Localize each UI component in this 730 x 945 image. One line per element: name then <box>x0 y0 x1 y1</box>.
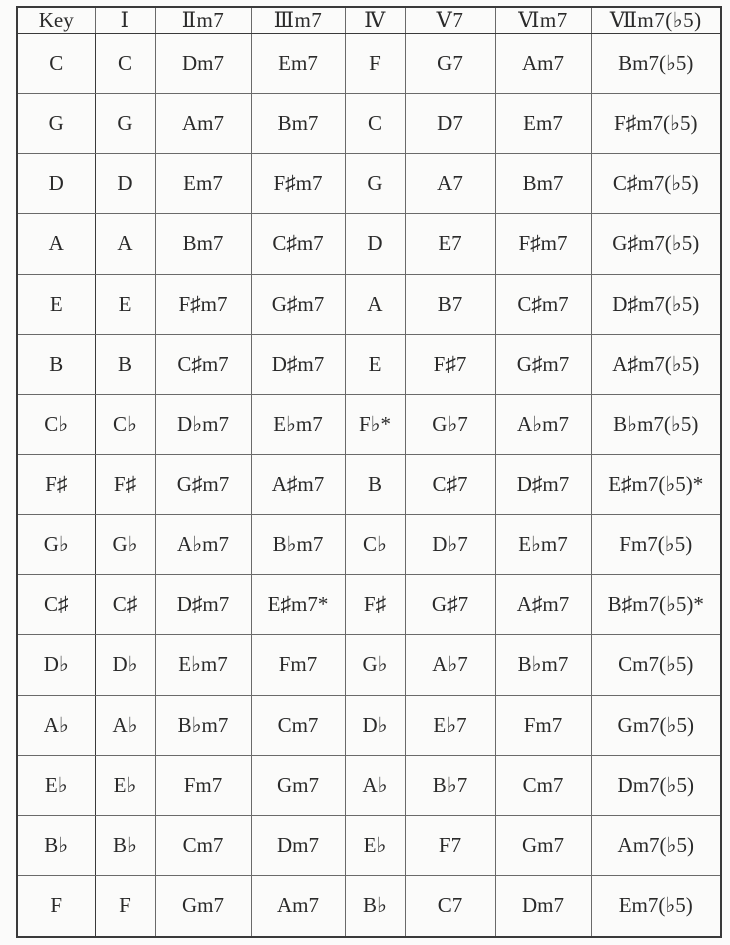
chord-cell-iv: E♭ <box>345 815 405 875</box>
chord-cell-iv: F♯ <box>345 575 405 635</box>
chord-cell-iiim7: Gm7 <box>251 755 345 815</box>
chord-cell-iv: A♭ <box>345 755 405 815</box>
chord-cell-viim7b5: F♯m7(♭5) <box>591 94 721 154</box>
chord-cell-iiim7: B♭m7 <box>251 515 345 575</box>
chord-cell-iv: D <box>345 214 405 274</box>
chord-cell-v7: A7 <box>405 154 495 214</box>
column-header-iv: Ⅳ <box>345 7 405 34</box>
chord-cell-vim7: Bm7 <box>495 154 591 214</box>
table-row <box>17 214 721 274</box>
column-header-v7: Ⅴ7 <box>405 7 495 34</box>
chord-cell-iv: A <box>345 274 405 334</box>
chord-cell-i: C <box>95 34 155 94</box>
chord-cell-i: D <box>95 154 155 214</box>
chord-cell-vim7: C♯m7 <box>495 274 591 334</box>
chord-cell-viim7b5: Fm7(♭5) <box>591 515 721 575</box>
chord-cell-iv: B <box>345 454 405 514</box>
chord-cell-viim7b5: B♯m7(♭5)* <box>591 575 721 635</box>
chord-cell-viim7b5: Bm7(♭5) <box>591 34 721 94</box>
column-header-i: Ⅰ <box>95 7 155 34</box>
chord-cell-iim7: E♭m7 <box>155 635 251 695</box>
chord-cell-i: B♭ <box>95 815 155 875</box>
diatonic-chord-table <box>16 6 722 938</box>
column-header-vim7: Ⅵm7 <box>495 7 591 34</box>
key-cell: A♭ <box>17 695 95 755</box>
chord-cell-i: C♭ <box>95 394 155 454</box>
chord-cell-vim7: A♯m7 <box>495 575 591 635</box>
chord-cell-v7: F7 <box>405 815 495 875</box>
chord-cell-iiim7: Em7 <box>251 34 345 94</box>
chord-cell-iiim7: F♯m7 <box>251 154 345 214</box>
chord-cell-iv: G♭ <box>345 635 405 695</box>
chord-cell-viim7b5: Em7(♭5) <box>591 875 721 937</box>
chord-cell-v7: B♭7 <box>405 755 495 815</box>
chord-cell-iiim7: E♭m7 <box>251 394 345 454</box>
chord-cell-iim7: D♯m7 <box>155 575 251 635</box>
chord-cell-iim7: Gm7 <box>155 875 251 937</box>
table-row <box>17 515 721 575</box>
chord-cell-viim7b5: Am7(♭5) <box>591 815 721 875</box>
chord-cell-iim7: Bm7 <box>155 214 251 274</box>
chord-cell-v7: C7 <box>405 875 495 937</box>
chord-cell-vim7: Am7 <box>495 34 591 94</box>
chord-cell-vim7: G♯m7 <box>495 334 591 394</box>
chord-cell-viim7b5: Gm7(♭5) <box>591 695 721 755</box>
chord-cell-iim7: Dm7 <box>155 34 251 94</box>
chord-cell-iiim7: Bm7 <box>251 94 345 154</box>
key-cell: B <box>17 334 95 394</box>
header-row <box>17 7 721 34</box>
chord-cell-v7: E♭7 <box>405 695 495 755</box>
chord-cell-iiim7: Dm7 <box>251 815 345 875</box>
chord-cell-vim7: E♭m7 <box>495 515 591 575</box>
column-header-iim7: Ⅱm7 <box>155 7 251 34</box>
chord-cell-i: D♭ <box>95 635 155 695</box>
chord-cell-v7: D♭7 <box>405 515 495 575</box>
key-cell: A <box>17 214 95 274</box>
chord-cell-iiim7: A♯m7 <box>251 454 345 514</box>
chord-cell-viim7b5: E♯m7(♭5)* <box>591 454 721 514</box>
table-row <box>17 875 721 937</box>
key-cell: F <box>17 875 95 937</box>
chord-cell-iv: C <box>345 94 405 154</box>
chord-cell-viim7b5: C♯m7(♭5) <box>591 154 721 214</box>
chord-cell-iv: C♭ <box>345 515 405 575</box>
chord-cell-iv: G <box>345 154 405 214</box>
chord-cell-iim7: Fm7 <box>155 755 251 815</box>
chord-cell-i: A♭ <box>95 695 155 755</box>
chord-cell-viim7b5: Dm7(♭5) <box>591 755 721 815</box>
table-row <box>17 94 721 154</box>
table-body <box>17 34 721 938</box>
key-cell: B♭ <box>17 815 95 875</box>
chord-cell-v7: G♭7 <box>405 394 495 454</box>
chord-cell-v7: B7 <box>405 274 495 334</box>
chord-cell-iim7: Cm7 <box>155 815 251 875</box>
column-header-viim7b5: Ⅶm7(♭5) <box>591 7 721 34</box>
table-row <box>17 695 721 755</box>
chord-cell-i: B <box>95 334 155 394</box>
column-header-iiim7: Ⅲm7 <box>251 7 345 34</box>
key-cell: E♭ <box>17 755 95 815</box>
chord-cell-i: C♯ <box>95 575 155 635</box>
table-row <box>17 454 721 514</box>
chord-cell-iiim7: Am7 <box>251 875 345 937</box>
chord-cell-iim7: D♭m7 <box>155 394 251 454</box>
chord-cell-iim7: A♭m7 <box>155 515 251 575</box>
column-header-key: Key <box>17 7 95 34</box>
key-cell: C♭ <box>17 394 95 454</box>
table-row <box>17 34 721 94</box>
chord-cell-iv: F♭* <box>345 394 405 454</box>
chord-cell-i: G♭ <box>95 515 155 575</box>
chord-cell-vim7: Em7 <box>495 94 591 154</box>
chord-cell-iim7: Am7 <box>155 94 251 154</box>
chord-cell-vim7: A♭m7 <box>495 394 591 454</box>
key-cell: G♭ <box>17 515 95 575</box>
chord-cell-v7: F♯7 <box>405 334 495 394</box>
chord-cell-v7: C♯7 <box>405 454 495 514</box>
key-cell: D <box>17 154 95 214</box>
table-row <box>17 394 721 454</box>
chord-cell-iiim7: E♯m7* <box>251 575 345 635</box>
chord-cell-iiim7: Cm7 <box>251 695 345 755</box>
chord-cell-iiim7: C♯m7 <box>251 214 345 274</box>
chord-cell-i: F <box>95 875 155 937</box>
table-row <box>17 154 721 214</box>
key-cell: C <box>17 34 95 94</box>
chord-cell-iiim7: G♯m7 <box>251 274 345 334</box>
chord-cell-viim7b5: Cm7(♭5) <box>591 635 721 695</box>
chord-cell-i: G <box>95 94 155 154</box>
chord-cell-iim7: G♯m7 <box>155 454 251 514</box>
chord-cell-vim7: Fm7 <box>495 695 591 755</box>
chord-cell-vim7: B♭m7 <box>495 635 591 695</box>
table-row <box>17 755 721 815</box>
chord-cell-vim7: Gm7 <box>495 815 591 875</box>
chord-cell-iim7: F♯m7 <box>155 274 251 334</box>
chord-cell-iiim7: Fm7 <box>251 635 345 695</box>
chord-cell-iim7: C♯m7 <box>155 334 251 394</box>
table-row <box>17 815 721 875</box>
table-row <box>17 334 721 394</box>
chord-cell-vim7: D♯m7 <box>495 454 591 514</box>
chord-cell-iim7: Em7 <box>155 154 251 214</box>
chord-cell-iv: B♭ <box>345 875 405 937</box>
chord-cell-i: A <box>95 214 155 274</box>
chord-cell-viim7b5: B♭m7(♭5) <box>591 394 721 454</box>
chord-cell-v7: A♭7 <box>405 635 495 695</box>
chord-cell-iim7: B♭m7 <box>155 695 251 755</box>
chord-cell-iiim7: D♯m7 <box>251 334 345 394</box>
key-cell: C♯ <box>17 575 95 635</box>
table-row <box>17 635 721 695</box>
chord-cell-vim7: F♯m7 <box>495 214 591 274</box>
chord-cell-v7: E7 <box>405 214 495 274</box>
chord-cell-v7: G♯7 <box>405 575 495 635</box>
key-cell: G <box>17 94 95 154</box>
chord-cell-i: F♯ <box>95 454 155 514</box>
key-cell: F♯ <box>17 454 95 514</box>
chord-cell-vim7: Cm7 <box>495 755 591 815</box>
key-cell: E <box>17 274 95 334</box>
chord-cell-iv: F <box>345 34 405 94</box>
key-cell: D♭ <box>17 635 95 695</box>
chord-cell-iv: D♭ <box>345 695 405 755</box>
table-row <box>17 274 721 334</box>
chord-cell-iv: E <box>345 334 405 394</box>
chord-cell-viim7b5: A♯m7(♭5) <box>591 334 721 394</box>
chord-cell-viim7b5: D♯m7(♭5) <box>591 274 721 334</box>
chord-cell-v7: G7 <box>405 34 495 94</box>
chord-cell-i: E♭ <box>95 755 155 815</box>
table-row <box>17 575 721 635</box>
chord-cell-vim7: Dm7 <box>495 875 591 937</box>
chord-cell-viim7b5: G♯m7(♭5) <box>591 214 721 274</box>
chord-cell-i: E <box>95 274 155 334</box>
chord-cell-v7: D7 <box>405 94 495 154</box>
